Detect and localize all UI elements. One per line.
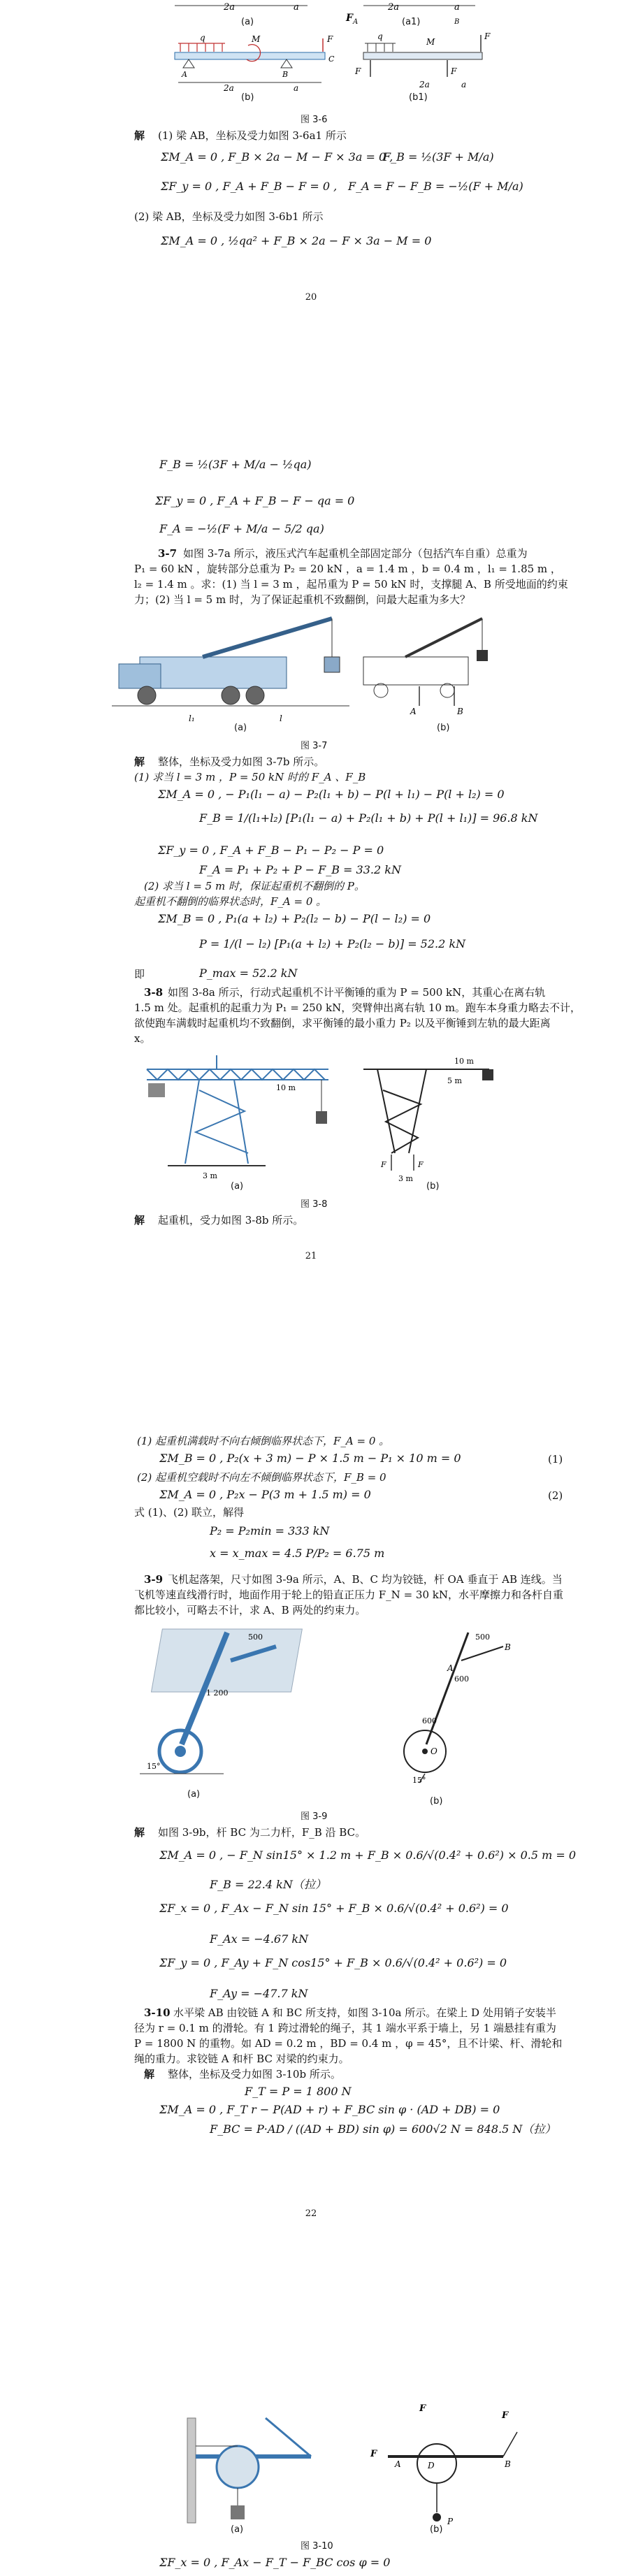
solution-3-7-part-2b: 起重机不翻倒的临界状态时，F_A = 0 。: [134, 895, 327, 908]
figure-3-9-caption: 图 3-9: [301, 1811, 328, 1822]
problem-3-7-text-2: P₁ = 60 kN ，旋转部分总重为 P₂ = 20 kN ，a = 1.4 m ，b = 0.4 m ，l₁ = 1.85 m ，: [134, 563, 561, 575]
solution-3-7-part-1: (1) 求当 l = 3 m ，P = 50 kN 时的 F_A 、F_B: [134, 771, 366, 783]
equation-3-8-4: x = x_max = 4.5 P/P₂ = 6.75 m: [210, 1547, 385, 1560]
figure-3-8-label-a: (a): [231, 1181, 244, 1192]
svg-text:P: P: [447, 2517, 454, 2526]
svg-text:F: F: [370, 2449, 377, 2459]
solution-lead-3-10: 解: [144, 2068, 155, 2081]
svg-text:600: 600: [422, 1716, 437, 1725]
equation-3-10-2: ΣM_A = 0 , F_T r − P(AD + r) + F_BC sin φ · (AD + DB) = 0: [159, 2103, 500, 2116]
svg-text:A: A: [410, 707, 417, 716]
svg-text:3 m: 3 m: [398, 1174, 413, 1183]
svg-text:D: D: [428, 2461, 435, 2470]
problem-3-10-text-2: 径为 r = 0.1 m 的滑轮。有 1 跨过滑轮的绳子，其 1 端水平系于墙上，另 1 端悬挂有重为: [134, 2022, 556, 2034]
figure-3-9-label-b: (b): [430, 1796, 443, 1807]
solution-3-8-intro: 起重机，受力如图 3-8b 所示。: [158, 1214, 304, 1227]
equation-3-9-1: ΣM_A = 0 , − F_N sin15° × 1.2 m + F_B × 0.6/√(0.4² + 0.6²) × 0.5 m = 0: [159, 1848, 577, 1862]
solution-lead-3-9: 解: [134, 1826, 145, 1839]
problem-3-9-text-2: 飞机等速直线滑行时，地面作用于轮上的铅直正压力 F_N = 30 kN，水平摩擦力和各杆自重: [134, 1589, 563, 1601]
svg-text:A: A: [353, 18, 359, 26]
equation-3-7-2: F_B = 1/(l₁+l₂) [P₁(l₁ − a) + P₂(l₁ + b) + P(l + l₁)] = 96.8 kN: [199, 811, 538, 825]
problem-3-10-text-1: 水平梁 AB 由铰链 A 和 BC 所支持，如图 3-10a 所示。在梁上 D 处用销子安装半: [173, 2006, 556, 2019]
svg-text:l: l: [280, 714, 282, 723]
equation-fb-q: F_B = ½(3F + M/a − ½qa): [159, 458, 312, 471]
problem-3-8-text-4: x。: [134, 1032, 151, 1045]
svg-text:15°: 15°: [147, 1762, 161, 1771]
figure-3-9: [0, 1619, 622, 1786]
equation-3-7-3: ΣF_y = 0 , F_A + F_B − P₁ − P₂ − P = 0: [158, 844, 384, 857]
equation-3-10-4: ΣF_x = 0 , F_Ax − F_T − F_BC cos φ = 0: [159, 2556, 391, 2569]
svg-text:F: F: [327, 34, 333, 44]
problem-3-8-text-3: 欲使跑车满载时起重机均不致翻倒，求平衡锤的最小重力 P₂ 以及平衡锤到左轨的最大距离: [134, 1017, 551, 1029]
problem-number-3-7: 3-7: [158, 547, 178, 560]
svg-text:2a: 2a: [419, 80, 430, 89]
svg-text:A: A: [182, 70, 187, 79]
problem-3-7-text-4: 力；(2) 当 l = 5 m 时，为了保证起重机不致翻倒，问最大起重为多大？: [134, 593, 470, 606]
solution-3-7-ji: 即: [134, 968, 145, 981]
equation-3-7-7: P_max = 52.2 kN: [199, 967, 298, 980]
equation-3-9-3: ΣF_x = 0 , F_Ax − F_N sin 15° + F_B × 0.6/√(0.4² + 0.6²) = 0: [159, 1902, 509, 1915]
svg-text:F: F: [502, 2410, 509, 2421]
figure-3-10-caption: 图 3-10: [301, 2541, 333, 2552]
svg-text:M: M: [252, 34, 261, 44]
problem-number-3-9: 3-9: [144, 1573, 164, 1586]
svg-text:a: a: [294, 2, 299, 13]
equation-fb: F_B = ½(3F + M/a): [383, 150, 494, 164]
case-2-heading: (2) 起重机空载时不向左不倾倒临界状态下，F_B = 0: [137, 1471, 386, 1484]
equation-sum-fy: ΣF_y = 0 , F_A + F_B − F = 0 ,: [161, 180, 338, 193]
problem-3-7-text-1: 如图 3-7a 所示，液压式汽车起重机全部固定部分（包括汽车自重）总重为: [183, 547, 528, 560]
svg-text:1 200: 1 200: [206, 1688, 229, 1698]
equation-3-9-2: F_B = 22.4 kN（拉）: [210, 1878, 326, 1891]
page-number-21: 21: [305, 1251, 317, 1261]
problem-3-7-text-3: l₂ = 1.4 m 。求：(1) 当 l = 3 m ，起吊重为 P = 50 kN 时，支撑腿 A、B 所受地面的约束: [134, 578, 568, 591]
svg-text:F: F: [451, 66, 457, 76]
page-1: [0, 0, 622, 307]
figure-label-a: (a): [241, 17, 254, 27]
problem-3-10-text-3: P = 1800 N 的重物。如 AD = 0.2 m ，BD = 0.4 m ，φ = 45°，且不计梁、杆、滑轮和: [134, 2037, 563, 2050]
equation-3-8-1: ΣM_B = 0 , P₂(x + 3 m) − P × 1.5 m − P₁ × 10 m = 0: [159, 1452, 461, 1465]
page-number-22: 22: [305, 2208, 317, 2219]
equation-moment-a: ΣM_A = 0 , F_B × 2a − M − F × 3a = 0 ,: [161, 150, 393, 164]
figure-3-9-label-a: (a): [187, 1789, 201, 1800]
problem-3-9-text-1: 飞机起落架，尺寸如图 3-9a 所示，A、B、C 均为铰链，杆 OA 垂直于 AB 连线。当: [168, 1573, 563, 1586]
problem-3-9-text-3: 都比较小，可略去不计，求 A、B 两处的约束力。: [134, 1604, 366, 1616]
solution-part-1: (1) 梁 AB，坐标及受力如图 3-6a1 所示: [158, 129, 347, 142]
problem-number-3-8: 3-8: [144, 986, 164, 999]
problem-number-3-10: 3-10: [144, 2006, 171, 2019]
svg-text:2a: 2a: [388, 2, 400, 13]
solution-part-2: (2) 梁 AB，坐标及受力如图 3-6b1 所示: [134, 210, 324, 223]
equation-sum-fy-q: ΣF_y = 0 , F_A + F_B − F − qa = 0: [155, 494, 355, 507]
equation-3-9-4: F_Ax = −4.67 kN: [210, 1932, 309, 1946]
page-4: [0, 2390, 622, 2576]
figure-3-8-label-b: (b): [426, 1181, 440, 1192]
equation-fa-q: F_A = −½(F + M/a − 5/2 qa): [159, 522, 324, 535]
figure-3-10-label-b: (b): [430, 2524, 443, 2535]
svg-text:2a: 2a: [224, 83, 234, 93]
equation-3-8-2: ΣM_A = 0 , P₂x − P(3 m + 1.5 m) = 0: [159, 1488, 371, 1501]
figure-label-a1: (a1): [402, 17, 421, 27]
problem-3-8-text-1: 如图 3-8a 所示，行动式起重机不计平衡锤的重为 P = 500 kN，其重心在离右轨: [168, 986, 546, 999]
svg-text:A: A: [447, 1663, 454, 1673]
solution-3-10-intro: 整体，坐标及受力如图 3-10b 所示。: [168, 2068, 341, 2081]
equation-3-9-5: ΣF_y = 0 , F_Ay + F_N cos15° + F_B × 0.6/√(0.4² + 0.6²) = 0: [159, 1956, 507, 1969]
svg-text:B: B: [505, 2459, 511, 2469]
svg-text:500: 500: [248, 1633, 263, 1642]
svg-text:A: A: [395, 2459, 401, 2469]
svg-text:15°: 15°: [412, 1776, 426, 1785]
solution-3-7-part-2: (2) 求当 l = 5 m 时，保证起重机不翻倒的 P。: [144, 880, 365, 892]
equation-3-7-6: P = 1/(l − l₂) [P₁(a + l₂) + P₂(l₂ − b)] = 52.2 kN: [199, 937, 466, 950]
equation-3-7-4: F_A = P₁ + P₂ + P − F_B = 33.2 kN: [199, 863, 401, 876]
svg-text:F: F: [346, 13, 353, 24]
equation-3-10-3: F_BC = P·AD / ((AD + BD) sin φ) = 600√2 N = 848.5 N（拉）: [210, 2122, 556, 2136]
figure-3-7-caption: 图 3-7: [301, 741, 328, 751]
figure-caption: 图 3-6: [301, 115, 328, 125]
svg-text:F: F: [418, 1160, 424, 1169]
equation-3-7-5: ΣM_B = 0 , P₁(a + l₂) + P₂(l₂ − b) − P(l − l₂) = 0: [158, 912, 431, 925]
solution-3-7-intro: 整体，坐标及受力如图 3-7b 所示。: [158, 755, 325, 768]
figure-3-8: [0, 1048, 622, 1188]
equation-3-10-1: F_T = P = 1 800 N: [245, 2085, 352, 2098]
page-3: [0, 1426, 622, 2236]
figure-3-7-label-a: (a): [234, 723, 247, 733]
svg-text:600: 600: [454, 1674, 469, 1684]
svg-text:500: 500: [475, 1633, 490, 1642]
svg-text:10 m: 10 m: [454, 1057, 474, 1066]
equation-moment-a-2: ΣM_A = 0 , ½qa² + F_B × 2a − F × 3a − M = 0: [161, 234, 432, 247]
figure-3-10-label-a: (a): [231, 2524, 244, 2535]
problem-3-8-text-2: 1.5 m 处。起重机的起重力为 P₁ = 250 kN，突臂伸出离右轨 10 m。跑车本身重力略去不计，: [134, 1001, 581, 1014]
figure-3-7: [0, 608, 622, 734]
svg-text:l₁: l₁: [189, 714, 195, 723]
solution-lead: 解: [134, 129, 145, 142]
equation-number-1: (1): [548, 1453, 563, 1466]
svg-text:a: a: [454, 2, 460, 13]
svg-text:F: F: [419, 2403, 426, 2414]
svg-text:a: a: [294, 83, 299, 93]
problem-3-10-text-4: 绳的重力。求铰链 A 和杆 BC 对梁的约束力。: [134, 2053, 349, 2065]
svg-text:10 m: 10 m: [276, 1083, 296, 1092]
svg-text:5 m: 5 m: [447, 1076, 462, 1085]
svg-text:q: q: [377, 31, 383, 41]
svg-text:C: C: [328, 55, 335, 64]
svg-text:F: F: [355, 66, 361, 76]
equation-number-2: (2): [548, 1489, 563, 1502]
svg-text:B: B: [457, 707, 463, 716]
svg-text:B: B: [505, 1642, 511, 1652]
figure-3-7-label-b: (b): [437, 723, 450, 733]
solution-lead-3-7: 解: [134, 755, 145, 768]
page-number: 20: [305, 292, 317, 303]
svg-text:O: O: [431, 1746, 437, 1756]
solution-lead-3-8: 解: [134, 1214, 145, 1227]
svg-text:B: B: [454, 18, 460, 26]
equation-3-7-1: ΣM_A = 0 , − P₁(l₁ − a) − P₂(l₁ + b) − P(l + l₁) − P(l + l₂) = 0: [158, 788, 505, 801]
figure-3-10: [0, 2390, 622, 2537]
svg-text:B: B: [282, 70, 289, 79]
equation-fa: F_A = F − F_B = −½(F + M/a): [348, 180, 523, 193]
equation-3-8-3: P₂ = P₂min = 333 kN: [210, 1524, 330, 1537]
svg-text:2a: 2a: [224, 2, 236, 13]
svg-text:q: q: [200, 33, 205, 43]
svg-text:a: a: [461, 80, 467, 89]
solution-3-9-intro: 如图 3-9b，杆 BC 为二力杆，F_B 沿 BC。: [158, 1826, 366, 1839]
equation-3-9-6: F_Ay = −47.7 kN: [210, 1987, 308, 2000]
svg-text:M: M: [426, 37, 435, 47]
page-2: [0, 447, 622, 1265]
svg-text:F: F: [381, 1160, 386, 1169]
figure-3-8-caption: 图 3-8: [301, 1199, 328, 1210]
svg-text:F: F: [484, 31, 491, 41]
figure-label-b1: (b1): [409, 92, 428, 103]
svg-text:3 m: 3 m: [203, 1171, 217, 1180]
figure-label-b: (b): [241, 92, 254, 103]
combine-text: 式 (1)、(2) 联立，解得: [134, 1506, 245, 1519]
case-1-heading: (1) 起重机满载时不向右倾倒临界状态下，F_A = 0 。: [137, 1435, 390, 1447]
